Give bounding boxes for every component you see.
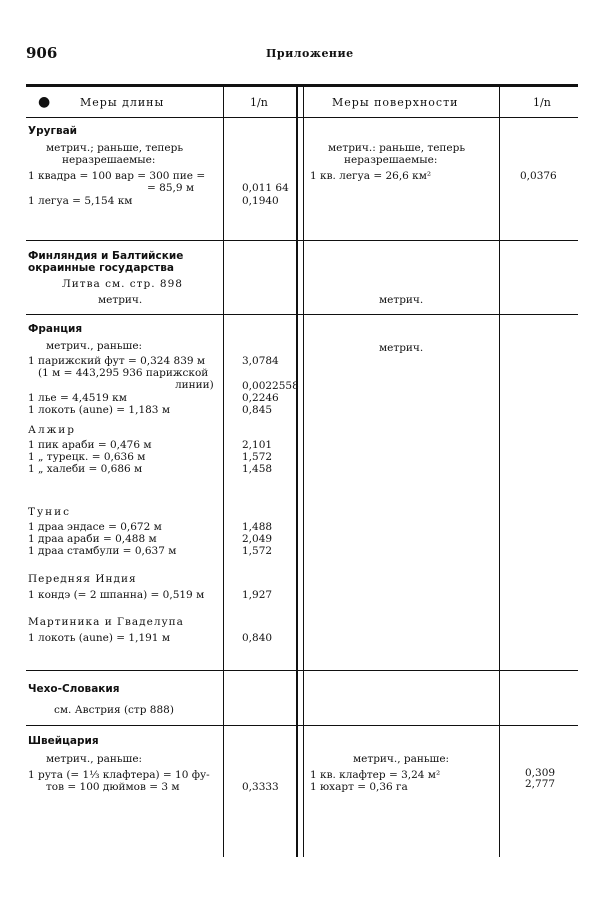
value-cell: 1,458 [242, 463, 273, 475]
header-ratio-1: 1/n [250, 96, 268, 109]
text-line: неразрешаемые: [62, 154, 156, 166]
text-line: Литва см. стр. 898 [62, 278, 183, 290]
value-cell: 1,572 [242, 545, 273, 557]
text-line: 1 лье = 4,4519 км [28, 392, 127, 404]
text-line: неразрешаемые: [344, 154, 438, 166]
value-cell: 0,2246 [242, 392, 279, 404]
value-cell: 1,927 [242, 589, 273, 601]
text-line: метрич. [379, 342, 424, 354]
section-title-martinique: Мартиника и Гваделупа [28, 616, 184, 628]
text-line: 1 драа стамбули = 0,637 м [28, 545, 177, 557]
value-cell: 2,777 [525, 778, 556, 790]
text-line: (1 м = 443,295 936 парижской [38, 367, 209, 379]
running-head: Приложение [266, 47, 354, 60]
text-line: 1 „ турецк. = 0,636 м [28, 451, 146, 463]
separator-2 [26, 314, 578, 315]
text-line: 1 драа араби = 0,488 м [28, 533, 157, 545]
value-cell: 0,309 [525, 767, 556, 779]
section-title-finland-2: окраинные государства [28, 262, 174, 274]
text-line: метрич., раньше: [46, 753, 143, 765]
text-line: 1 рута (= 1⅓ клафтера) = 10 фу- [28, 769, 210, 781]
text-line: 1 локоть (aune) = 1,183 м [28, 404, 170, 416]
text-line: линии) [175, 379, 214, 391]
text-line: метрич., раньше: [46, 340, 143, 352]
value-cell: 0,840 [242, 632, 273, 644]
section-title-finland: Финляндия и Балтийские [28, 250, 184, 262]
text-line: тов = 100 дюймов = 3 м [46, 781, 180, 793]
bullet-mark: ● [38, 94, 51, 110]
section-title-uruguay: Уругвай [28, 125, 78, 137]
value-cell: 0,0022558 [242, 380, 299, 392]
text-line: 1 кондэ (= 2 шпанна) = 0,519 м [28, 589, 205, 601]
header-bottom-rule [26, 117, 578, 118]
header-top-rule [26, 84, 578, 87]
value-cell: 2,101 [242, 439, 273, 451]
value-cell: 0,0376 [520, 170, 557, 182]
text-line: метрич. [379, 294, 424, 306]
column-divider-4 [499, 87, 500, 857]
value-cell: 3,0784 [242, 355, 279, 367]
separator-4 [26, 725, 578, 726]
text-line: 1 юхарт = 0,36 га [310, 781, 408, 793]
value-cell: 2,049 [242, 533, 273, 545]
separator-3 [26, 670, 578, 671]
text-line: 1 кв. легуа = 26,6 км² [310, 170, 432, 182]
section-title-swiss: Швейцария [28, 735, 99, 747]
text-line: 1 парижский фут = 0,324 839 м [28, 355, 206, 367]
text-line: метрич.: раньше, теперь [328, 142, 466, 154]
separator-1 [26, 240, 578, 241]
header-ratio-2: 1/n [533, 96, 551, 109]
value-cell: 1,572 [242, 451, 273, 463]
text-line: см. Австрия (стр 888) [54, 704, 174, 716]
section-title-tunis: Тунис [28, 506, 72, 518]
column-divider-1 [223, 87, 224, 857]
column-divider-2 [296, 87, 298, 857]
value-cell: 0,3333 [242, 781, 279, 793]
value-cell: 0,011 64 [242, 182, 289, 194]
page-number: 906 [26, 44, 58, 62]
section-title-france: Франция [28, 323, 83, 335]
text-line: метрич., раньше: [353, 753, 450, 765]
text-line: = 85,9 м [147, 182, 195, 194]
text-line: 1 „ халеби = 0,686 м [28, 463, 143, 475]
text-line: 1 пик араби = 0,476 м [28, 439, 152, 451]
section-title-czech: Чехо-Словакия [28, 683, 120, 695]
text-line: 1 локоть (aune) = 1,191 м [28, 632, 170, 644]
text-line: 1 кв. клафтер = 3,24 м² [310, 769, 441, 781]
text-line: 1 легуа = 5,154 км [28, 195, 133, 207]
text-line: метрич. [98, 294, 143, 306]
section-title-india: Передняя Индия [28, 573, 137, 585]
text-line: 1 квадра = 100 вар = 300 пие = [28, 170, 206, 182]
header-areas: Меры поверхности [332, 96, 459, 109]
value-cell: 1,488 [242, 521, 273, 533]
value-cell: 0,1940 [242, 195, 279, 207]
text-line: 1 драа эндасе = 0,672 м [28, 521, 162, 533]
value-cell: 0,845 [242, 404, 273, 416]
column-divider-3 [303, 87, 304, 857]
text-line: метрич.; раньше, теперь [46, 142, 184, 154]
section-title-algeria: Алжир [28, 424, 77, 436]
header-lengths: Меры длины [80, 96, 165, 109]
